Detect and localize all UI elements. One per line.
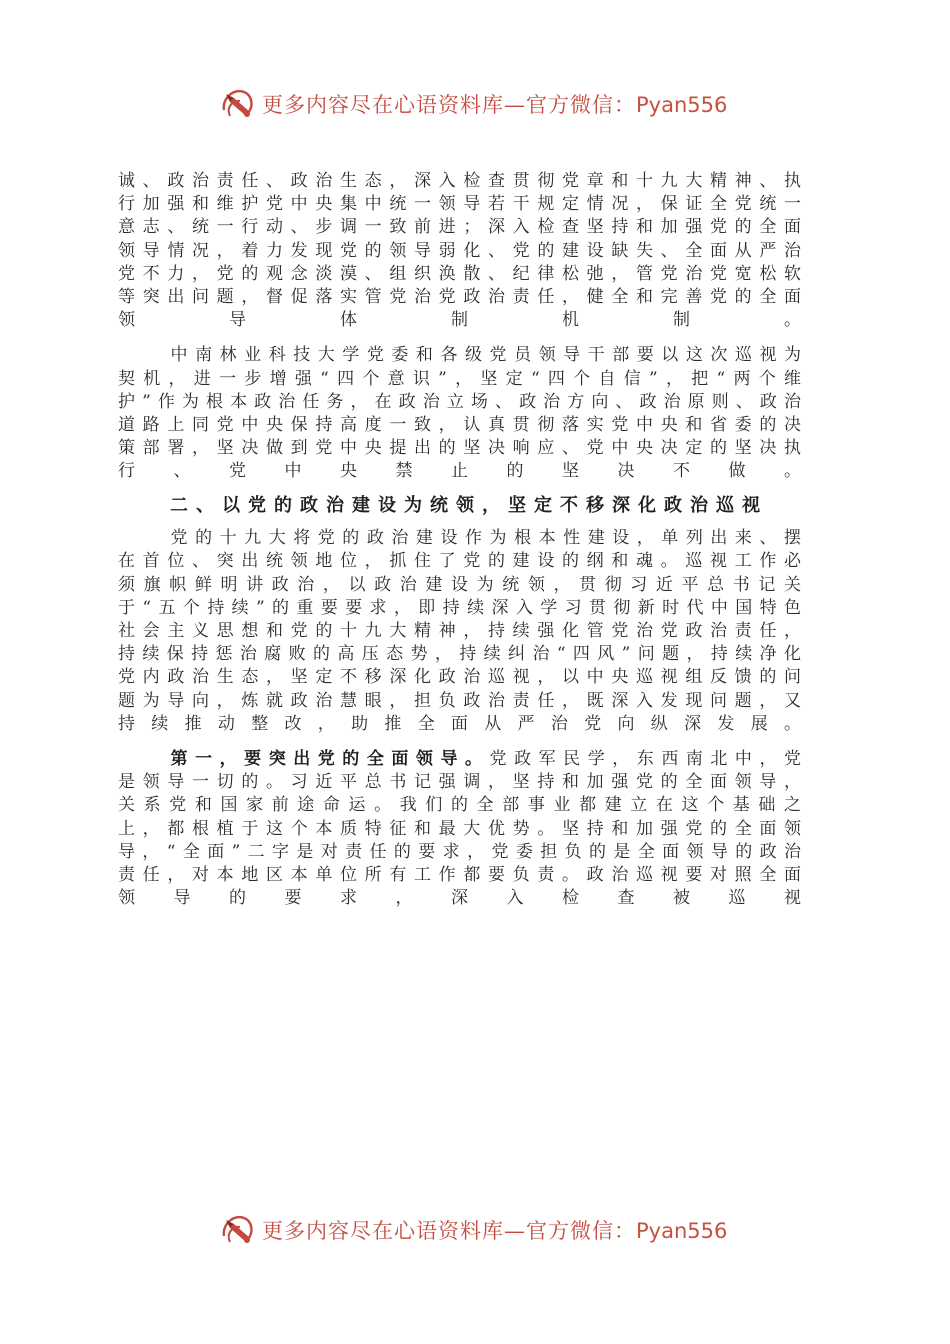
watermark-wechat-id: Pyan556 bbox=[636, 1219, 728, 1243]
watermark-bottom bbox=[220, 1210, 740, 1250]
pen-nib-swirl-icon bbox=[220, 1212, 256, 1248]
watermark-text: 更多内容尽在心语资料库—官方微信：Pyan556 bbox=[262, 93, 728, 117]
section-heading-two: 二、以党的政治建设为统领，坚定不移深化政治巡视 bbox=[170, 494, 768, 516]
pen-nib-swirl-icon bbox=[220, 86, 256, 122]
paragraph-political-construction: 党的十九大将党的政治建设作为根本性建设，单列出来、摆在首位、突出统领地位，抓住了党的建设的纲和魂。巡视工作必须旗帜鲜明讲政治，以政治建设为统领，贯彻习近平总书记关于“五个持续”的重要要求，即持续深入学习贯彻新时代中国特色社会主义思想和党的十九大精神，持续强化管党治党政治责任，持续保持惩治腐败的高压态势，持续纠治“四风”问题，持续净化党内政治生态，坚定不移深化政治巡视，以中央巡视组反馈的问题为导向，炼就政治慧眼，担负政治责任，既深入发现问题，又持续推动整改，助推全面从严治党向纵深发展。 bbox=[118, 528, 808, 734]
watermark-text: 更多内容尽在心语资料库—官方微信：Pyan556 bbox=[262, 1219, 728, 1243]
paragraph-continued: 诚、政治责任、政治生态，深入检查贯彻党章和十九大精神、执行加强和维护党中央集中统一领导若干规定情况，保证全党统一意志、统一行动、步调一致前进；深入检查坚持和加强党的全面领导情况，着力发现党的领导弱化、党的建设缺失、全面从严治党不力，党的观念淡漠、组织涣散、纪律松弛，管党治党宽松软等突出问题，督促落实管党治党政治责任，健全和完善党的全面领导体制机制。 bbox=[118, 171, 808, 331]
paragraph-party-committee: 中南林业科技大学党委和各级党员领导干部要以这次巡视为契机，进一步增强“四个意识”，坚定“四个自信”，把“两个维护”作为根本政治任务，在政治立场、政治方向、政治原则、政治道路上同党中央保持高度一致，认真贯彻落实党中央和省委的决策部署，坚决做到党中央提出的坚决响应、党中央决定的坚决执行、党中央禁止的坚决不做。 bbox=[118, 345, 808, 482]
paragraph-first-point: 第一，要突出党的全面领导。党政军民学，东西南北中，党是领导一切的。习近平总书记强调，坚持和加强党的全面领导，关系党和国家前途命运。我们的全部事业都建立在这个基础之上，都根植于这个本质特征和最大优势。坚持和加强党的全面领导，“全面”二字是对责任的要求，党委担负的是全面领导的政治责任，对本地区本单位所有工作都要负责。政治巡视要对照全面领导的要求，深入检查被巡视 bbox=[118, 748, 809, 909]
document-body bbox=[118, 170, 808, 910]
first-point-lead: 第一，要突出党的全面领导。 bbox=[170, 748, 490, 769]
watermark-top bbox=[220, 84, 740, 124]
watermark-wechat-id: Pyan556 bbox=[636, 93, 728, 117]
